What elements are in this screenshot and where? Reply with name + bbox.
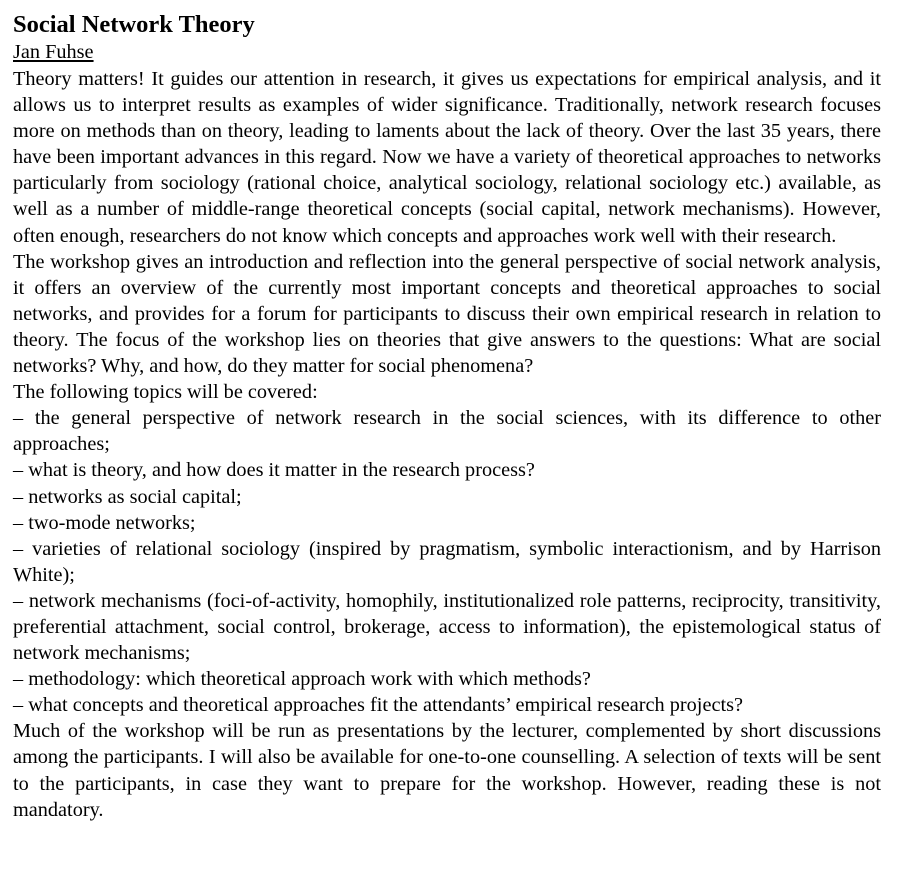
topic-item: – what is theory, and how does it matter in the research process? bbox=[13, 459, 535, 482]
topics-intro: The following topics will be covered: bbox=[13, 381, 318, 404]
topic-item: – two-mode networks; bbox=[13, 511, 196, 534]
topic-item: – networks as social capital; bbox=[13, 485, 242, 508]
topic-item: – what concepts and theoretical approaches fit the attendants’ empirical research projects? bbox=[13, 694, 743, 717]
intro-paragraph: Theory matters! It guides our attention in research, it gives us expectations for empirical analysis, and it allows us to interpret results as examples of wider significance. Traditionally, network research focuses more on methods than on theory, leading to laments about the lack of theory. Over the last 35 years, there have been important advances in this regard. Now we have a variety of theoretical approaches to networks particularly from sociology (rational choice, analytical sociology, relational sociology etc.) available, as well as a number of middle-range theoretical concepts (social capital, network mechanisms). However, often enough, researchers do not know which concepts and approaches work well with their research. bbox=[13, 68, 881, 247]
topic-item: – network mechanisms (foci-of-activity, homophily, institutionalized role patterns, reciprocity, transitivity, preferential attachment, social control, brokerage, access to information), the epistemological status of network mechanisms; bbox=[13, 589, 881, 665]
topic-item: – varieties of relational sociology (inspired by pragmatism, symbolic interactionism, and by Harrison White); bbox=[13, 537, 881, 586]
topics-list bbox=[13, 405, 881, 718]
topic-item: – methodology: which theoretical approach work with which methods? bbox=[13, 668, 591, 691]
topic-item: – the general perspective of network research in the social sciences, with its difference to other approaches; bbox=[13, 407, 881, 456]
format-paragraph: Much of the workshop will be run as presentations by the lecturer, complemented by short discussions among the participants. I will also be available for one-to-one counselling. A selection of texts will be sent to the participants, in case they want to prepare for the workshop. However, reading these is not mandatory. bbox=[13, 720, 881, 821]
workshop-description-paragraph: The workshop gives an introduction and reflection into the general perspective of social network analysis, it offers an overview of the currently most important concepts and theoretical approaches to social networks, and provides for a forum for participants to discuss their own empirical research in relation to theory. The focus of the workshop lies on theories that give answers to the questions: What are social networks? Why, and how, do they matter for social phenomena? bbox=[13, 250, 881, 378]
author-name: Jan Fuhse bbox=[13, 41, 94, 63]
document-title: Social Network Theory bbox=[13, 11, 255, 38]
author-line bbox=[13, 40, 881, 66]
